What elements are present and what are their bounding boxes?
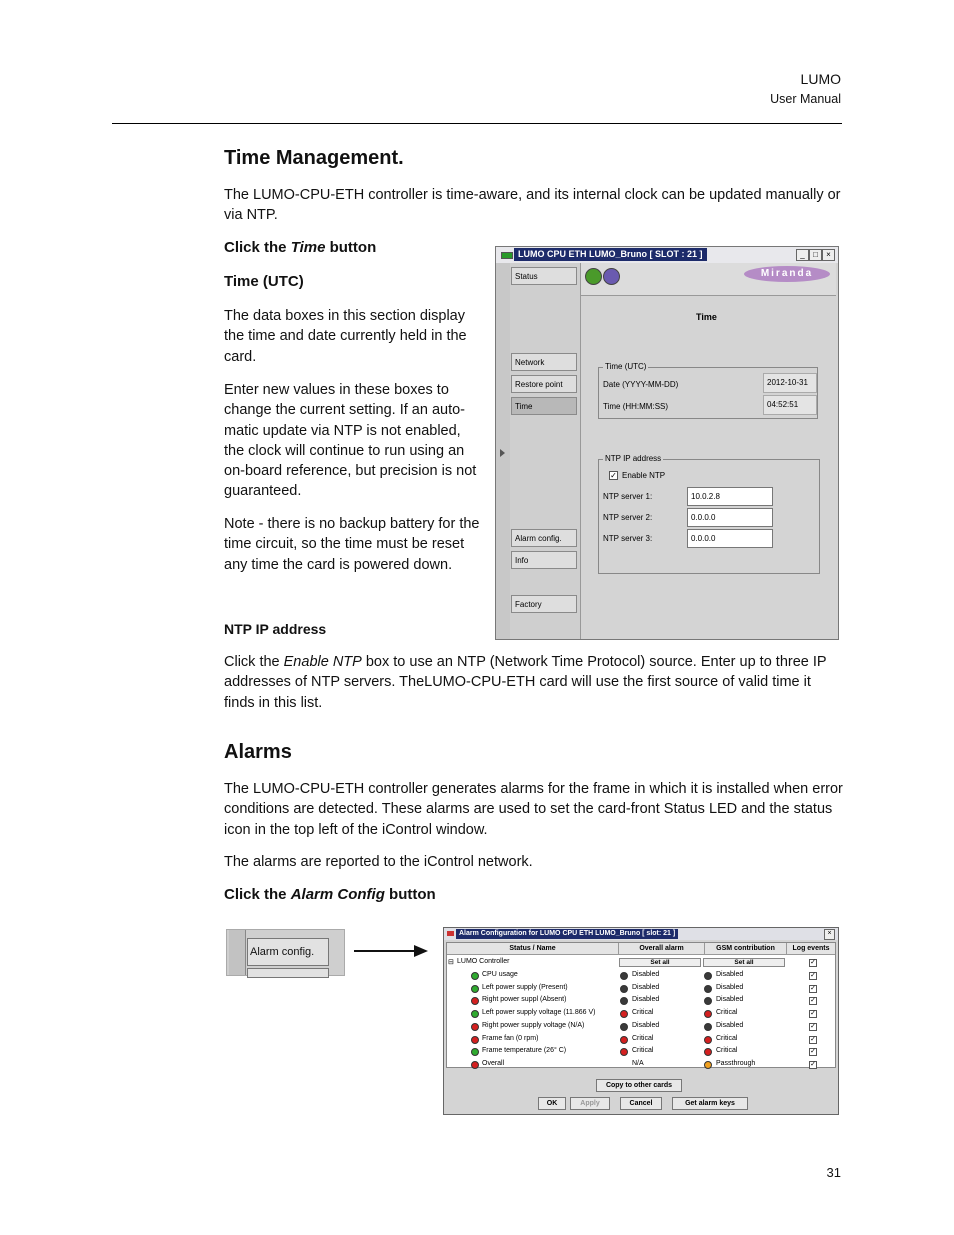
overall-alarm-value[interactable]: Disabled — [632, 971, 660, 978]
overall-alarm-icon[interactable] — [620, 1010, 628, 1018]
ntp-group — [598, 454, 820, 574]
alarm-name: Frame fan (0 rpm) — [482, 1034, 539, 1042]
arrow-right-icon — [414, 945, 428, 957]
alarm-row — [447, 970, 835, 983]
maximize-icon[interactable]: □ — [809, 249, 822, 261]
alarm-title-led-icon — [447, 931, 454, 936]
click-time-instruction: Click the Time button — [224, 239, 377, 256]
date-field[interactable]: 2012-10-31 — [763, 373, 817, 393]
time-utc-legend: Time (UTC) — [605, 362, 647, 371]
alarms-paragraph-1: The LUMO-CPU-ETH controller generates alarms for the frame in which it is installed when error conditions are detected. These alarms are used to set the card-front Status LED and the status icon in the top left of the iControl window. — [224, 781, 843, 838]
arrow-line — [354, 950, 419, 952]
alarm-config-zoom-button[interactable]: Alarm config. — [247, 938, 329, 966]
header-doc-type: User Manual — [770, 92, 841, 106]
window-titlebar — [496, 247, 838, 263]
gsm-contribution-value[interactable]: Disabled — [716, 1021, 744, 1029]
log-events-checkbox[interactable]: ✓ — [810, 1060, 816, 1068]
ntp-server-3-input[interactable]: 0.0.0.0 — [687, 529, 773, 548]
info-button[interactable]: Info — [511, 551, 577, 569]
collapse-strip[interactable] — [496, 263, 511, 639]
gsm-contribution-icon[interactable] — [704, 1023, 712, 1031]
restore-point-button[interactable]: Restore point — [511, 375, 577, 393]
header-gsm-contribution[interactable]: GSM contribution — [705, 943, 787, 955]
alarm-close-icon[interactable]: × — [824, 929, 835, 940]
overall-alarm-icon[interactable] — [620, 1036, 628, 1044]
alarms-paragraph-2: The alarms are reported to the iControl network. — [224, 854, 533, 870]
copy-to-other-cards-button[interactable]: Copy to other cards — [596, 1079, 682, 1092]
section-heading-alarms: Alarms — [224, 741, 292, 763]
alarm-name: CPU usage — [482, 971, 518, 978]
time-utc-group — [598, 362, 818, 419]
alarm-row — [447, 1059, 835, 1072]
close-icon[interactable]: × — [822, 249, 835, 261]
gsm-contribution-value[interactable]: Critical — [716, 1034, 738, 1042]
alarm-name: Right power supply voltage (N/A) — [482, 1021, 585, 1029]
next-button-partial — [247, 968, 329, 978]
overall-alarm-value[interactable]: Critical — [632, 1047, 654, 1055]
gsm-contribution-value[interactable]: Critical — [716, 1047, 738, 1055]
log-events-checkbox[interactable]: ✓ — [810, 984, 816, 992]
log-events-checkbox[interactable]: ✓ — [810, 997, 816, 1005]
nav-button-column — [510, 263, 581, 639]
gsm-contribution-value[interactable]: Passthrough — [716, 1059, 756, 1067]
log-events-checkbox[interactable]: ✓ — [810, 972, 816, 979]
status-led-icon — [471, 985, 479, 993]
gsm-contribution-icon[interactable] — [704, 1061, 712, 1069]
ntp-paragraph: Click the Enable NTP box to use an NTP (Network Time Protocol) source. Enter up to three IP addresses of NTP servers. TheLUMO-CPU-ETH card will use the first source of valid time it finds in this list. — [224, 654, 827, 711]
log-events-checkbox[interactable]: ✓ — [810, 1035, 816, 1043]
utc-paragraph-2: Enter new values in these boxes to change the current setting. If an auto-matic update via NTP is not enabled, the clock will continue to run using an on-board reference, but precision is not guaranteed. — [224, 382, 477, 500]
header-product: LUMO — [800, 71, 841, 87]
alarm-row — [447, 983, 835, 996]
overall-alarm-value[interactable]: Disabled — [632, 983, 660, 991]
gsm-contribution-value[interactable]: Disabled — [716, 996, 744, 1004]
log-events-checkbox[interactable]: ✓ — [810, 1010, 816, 1018]
alarm-window-title: Alarm Configuration for LUMO CPU ETH LUMO_Bruno [ slot: 21 ] — [456, 929, 678, 939]
date-label: Date (YYYY-MM-DD) — [603, 380, 679, 389]
status-led-icon — [471, 1061, 479, 1069]
status-led-icon — [471, 972, 479, 980]
log-events-checkbox[interactable]: ✓ — [810, 1048, 816, 1056]
enable-ntp-label: Enable NTP — [622, 471, 666, 480]
intro-paragraph: The LUMO-CPU-ETH controller is time-aware, and its internal clock can be updated manually or via NTP. — [224, 187, 841, 224]
overall-alarm-icon[interactable] — [620, 972, 628, 980]
panel-title: Time — [696, 312, 717, 322]
ntp-server-3-label: NTP server 3: — [603, 534, 653, 543]
header-overall-alarm[interactable]: Overall alarm — [619, 943, 705, 955]
alarm-window-titlebar — [444, 928, 838, 940]
minimize-icon[interactable]: _ — [796, 249, 809, 261]
header-log-events[interactable]: Log events — [787, 943, 835, 955]
ok-button[interactable]: OK — [538, 1097, 566, 1110]
gsm-contribution-icon[interactable] — [704, 1010, 712, 1018]
cancel-button[interactable]: Cancel — [620, 1097, 662, 1110]
alarm-config-zoom — [226, 929, 345, 976]
alarm-name: Overall — [482, 1059, 505, 1067]
alarm-name: Frame temperature (26° C) — [482, 1047, 567, 1055]
gsm-contribution-icon[interactable] — [704, 985, 712, 993]
overall-alarm-icon[interactable] — [620, 985, 628, 993]
alarm-name: Left power supply voltage (11.866 V) — [482, 1009, 596, 1017]
zoom-left-strip — [229, 930, 246, 975]
page-number: 31 — [826, 1165, 841, 1180]
gsm-contribution-icon[interactable] — [704, 997, 712, 1005]
section-heading-time-management: Time Management. — [224, 147, 404, 169]
factory-button[interactable]: Factory — [511, 595, 577, 613]
overall-alarm-value[interactable]: Critical — [632, 1009, 654, 1017]
alarm-row — [447, 995, 835, 1008]
overall-alarm-value[interactable]: Disabled — [632, 996, 660, 1004]
status-button[interactable]: Status — [511, 267, 577, 285]
alarm-table — [446, 942, 836, 1068]
status-led-icon — [471, 1036, 479, 1044]
header-rule — [112, 123, 842, 124]
log-events-checkbox[interactable]: ✓ — [810, 1022, 816, 1030]
window-title: LUMO CPU ETH LUMO_Bruno [ SLOT : 21 ] — [514, 248, 707, 261]
alarm-name: Left power supply (Present) — [482, 983, 568, 991]
header-status-name[interactable]: Status / Name — [447, 943, 619, 955]
utc-paragraph-3: Note - there is no backup battery for the time circuit, so the time must be reset any time the card is powered down. — [224, 516, 480, 573]
tree-collapse-icon[interactable]: ⊟ — [448, 959, 454, 966]
log-all-checkbox[interactable]: ✓ — [810, 959, 816, 966]
status-led-icon — [471, 1048, 479, 1056]
ntp-server-2-input[interactable]: 0.0.0.0 — [687, 508, 773, 527]
enable-ntp-checkbox[interactable]: ✓ — [610, 471, 617, 480]
apply-button[interactable]: Apply — [570, 1097, 610, 1110]
status-icon[interactable] — [585, 268, 602, 285]
status-led-icon — [471, 1023, 479, 1031]
ntp-server-1-label: NTP server 1: — [603, 492, 653, 501]
gsm-contribution-icon[interactable] — [704, 972, 712, 980]
time-window — [495, 246, 839, 640]
time-field[interactable]: 04:52:51 — [763, 395, 817, 415]
status-led-icon — [471, 997, 479, 1005]
time-button[interactable]: Time — [511, 397, 577, 415]
gsm-contribution-icon[interactable] — [704, 1036, 712, 1044]
set-all-gsm-button[interactable]: Set all — [703, 958, 785, 967]
network-button[interactable]: Network — [511, 353, 577, 371]
set-all-overall-button[interactable]: Set all — [619, 958, 701, 967]
time-utc-heading: Time (UTC) — [224, 273, 304, 290]
alarm-row — [447, 1034, 835, 1047]
root-node: LUMO Controller — [457, 958, 510, 965]
ntp-heading: NTP IP address — [224, 621, 327, 637]
status-led-icon — [501, 252, 513, 259]
alarm-row — [447, 1008, 835, 1021]
alarm-row — [447, 1021, 835, 1034]
alarm-row — [447, 1046, 835, 1059]
overall-alarm-value[interactable]: N/A — [632, 1059, 644, 1067]
alarm-name: Right power suppl (Absent) — [482, 996, 567, 1004]
click-alarm-config-instruction: Click the Alarm Config button — [224, 886, 436, 903]
ntp-server-2-label: NTP server 2: — [603, 513, 653, 522]
overall-alarm-value[interactable]: Disabled — [632, 1021, 660, 1029]
alarm-config-button[interactable]: Alarm config. — [511, 529, 577, 547]
overall-alarm-icon[interactable] — [620, 1023, 628, 1031]
gsm-contribution-icon[interactable] — [704, 1048, 712, 1056]
miranda-logo: Miranda — [744, 266, 830, 282]
ntp-legend: NTP IP address — [605, 454, 662, 463]
time-label: Time (HH:MM:SS) — [603, 402, 669, 411]
overall-alarm-icon[interactable] — [620, 1048, 628, 1056]
alarm-config-window — [443, 927, 839, 1115]
expand-arrow-icon[interactable] — [500, 449, 505, 457]
utc-paragraph-1: The data boxes in this section display the time and date currently held in the card. — [224, 308, 467, 365]
gsm-contribution-value[interactable]: Critical — [716, 1009, 738, 1017]
overall-alarm-value[interactable]: Critical — [632, 1034, 654, 1042]
get-alarm-keys-button[interactable]: Get alarm keys — [672, 1097, 748, 1110]
alarm-icon[interactable] — [603, 268, 620, 285]
gsm-contribution-value[interactable]: Disabled — [716, 971, 744, 978]
window-top-panel — [581, 263, 836, 296]
status-led-icon — [471, 1010, 479, 1018]
gsm-contribution-value[interactable]: Disabled — [716, 983, 744, 991]
ntp-server-1-input[interactable]: 10.0.2.8 — [687, 487, 773, 506]
overall-alarm-icon[interactable] — [620, 997, 628, 1005]
